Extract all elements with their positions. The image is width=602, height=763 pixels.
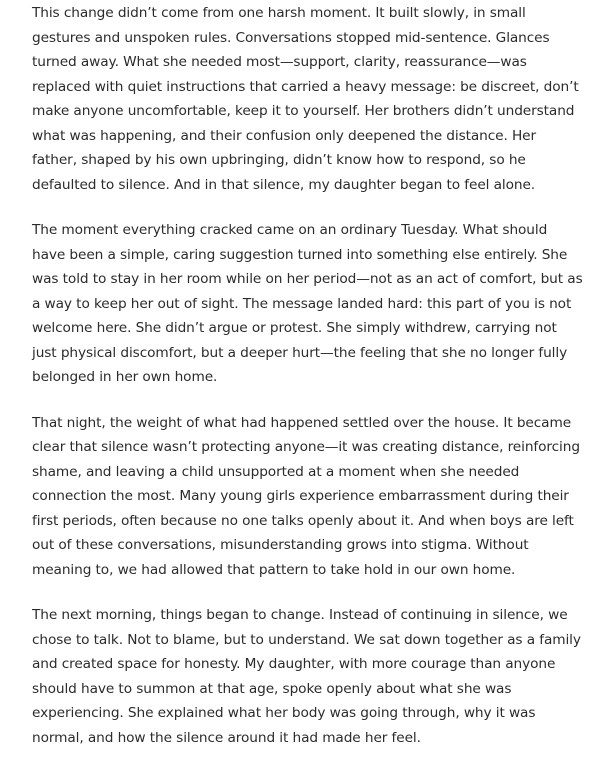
article-body	[32, 1, 584, 750]
paragraph-1: This change didn’t come from one harsh moment. It built slowly, in small gestures and unspoken rules. Conversations stopped mid-sentence. Glances turned away. What she needed most—support, clarity, reassurance—was replaced with quiet instructions that carried a heavy message: be discreet, don’t make anyone uncomfortable, keep it to yourself. Her brothers didn’t understand what was happening, and their confusion only deepened the distance. Her father, shaped by his own upbringing, didn’t know how to respond, so he defaulted to silence. And in that silence, my daughter began to feel alone.	[32, 5, 579, 193]
paragraph-3: That night, the weight of what had happened settled over the house. It became clear that silence wasn’t protecting anyone—it was creating distance, reinforcing shame, and leaving a child unsupported at a moment when she needed connection the most. Many young girls experience embarrassment during their first periods, often because no one talks openly about it. And when boys are left out of these conversations, misunderstanding grows into stigma. Without meaning to, we had allowed that pattern to take hold in our own home.	[32, 414, 580, 578]
paragraph-2: The moment everything cracked came on an ordinary Tuesday. What should have been a simple, caring suggestion turned into something else entirely. She was told to stay in her room while on her period—not as an act of comfort, but as a way to keep her out of sight. The message landed hard: this part of you is not welcome here. She didn’t argue or protest. She simply withdrew, carrying not just physical discomfort, but a deeper hurt—the feeling that she no longer fully belonged in her own home.	[32, 222, 583, 385]
paragraph-4: The next morning, things began to change. Instead of continuing in silence, we chose to talk. Not to blame, but to understand. We sat down together as a family and created space for honesty. My daughter, with more courage than anyone should have to summon at that age, spoke openly about what she was experiencing. She explained what her body was going through, why it was normal, and how the silence around it had made her feel.	[32, 607, 581, 746]
